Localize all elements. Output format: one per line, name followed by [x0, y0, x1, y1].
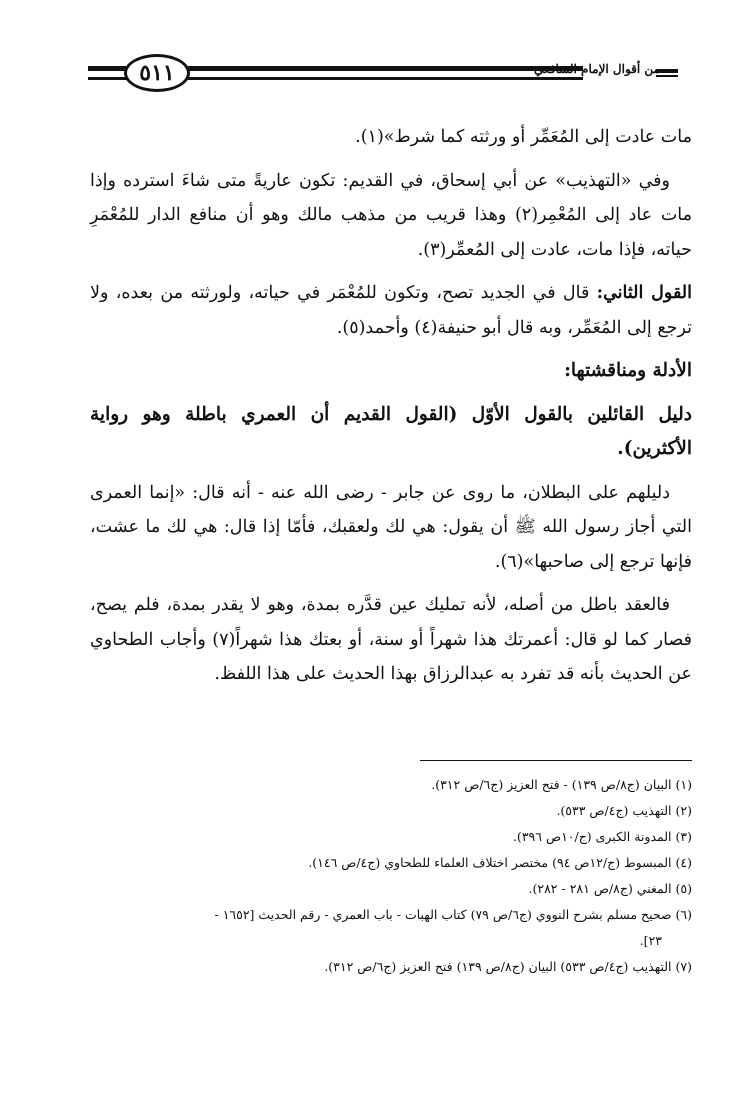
paragraph-4: دليلهم على البطلان، ما روى عن جابر - رضى الله عنه - أنه قال: «إنما العمرى التي أجاز رسول الله ﷺ أن يقول: هي لك ولعقبك، فأمّا إذا قال: هي لك ما عشت، فإنها ترجع إلى صاحبها»(٦).: [90, 482, 692, 572]
paragraph-3-lead: القول الثاني:: [596, 283, 692, 303]
header-rule-middle: [188, 66, 583, 80]
footnote-4: (٤) المبسوط (ج/١٢ص ٩٤) مختصر اختلاف العلماء للطحاوي (ج٤/ص ١٤٦).: [308, 855, 692, 870]
footnote-3: (٣) المدونة الكبرى (ج/١٠ص ٣٩٦).: [512, 829, 692, 844]
paragraph-2: وفي «التهذيب» عن أبي إسحاق، في القديم: تكون عاريةً متى شاءَ استرده وإذا مات عاد إلى المُعْمِر(٢) وهذا قريب من مذهب مالك وهو أن منافع الدار للمُعْمَرِ حياته، فإذا مات، عادت إلى المُعمِّر(٣).: [90, 170, 692, 260]
main-text: [90, 120, 692, 701]
footnote-6: (٦) صحيح مسلم بشرح النووي (ج٦/ص ٧٩) كتاب الهبات - باب العمري - رقم الحديث [١٦٥٢ -: [214, 907, 692, 922]
section-heading: الأدلة ومناقشتها:: [564, 360, 692, 381]
paragraph-3: [90, 276, 692, 345]
footnote-2: (٢) التهذيب (ج٤/ص ٥٣٣).: [556, 803, 692, 818]
page-number: ٥١١: [124, 54, 190, 92]
page-header: [88, 52, 678, 98]
footnote-separator: [420, 760, 692, 761]
header-rule-right: [656, 69, 678, 77]
running-title: من أقوال الإمام الشافعي: [534, 62, 660, 76]
footnote-1: (١) البيان (ج٨/ص ١٣٩) - فتح العزيز (ج٦/ص ٣١٢).: [431, 777, 692, 792]
footnotes: [80, 772, 692, 980]
subsection-heading: دليل القائلين بالقول الأوّل (القول القديم أن العمري باطلة وهو رواية الأكثرين).: [90, 403, 692, 459]
paragraph-5: فالعقد باطل من أصله، لأنه تمليك عين قدَّره بمدة، وهو لا يقدر بمدة، فلم يصح، فصار كما لو قال: أعمرتك هذا شهراً أو سنة، أو بعتك هذا شهراً(٧) وأجاب الطحاوي عن الحديث بأنه قد تفرد به عبدالرزاق بهذا الحديث على هذا اللفظ.: [90, 595, 692, 684]
paragraph-3-text: قال في الجديد تصح، وتكون للمُعْمَر في حياته، ولورثته من بعده، ولا ترجع إلى المُعَمِّر، وبه قال أبو حنيفة(٤) وأحمد(٥).: [90, 283, 692, 338]
footnote-6-continued: ٢٣].: [639, 933, 662, 948]
footnote-7: (٧) التهذيب (ج٤/ص ٥٣٣) البيان (ج٨/ص ١٣٩) فتح العزيز (ج٦/ص ٣١٢).: [324, 959, 692, 974]
paragraph-1: مات عادت إلى المُعَمِّر أو ورثته كما شرط»(١).: [355, 127, 692, 147]
footnote-5: (٥) المغني (ج٨/ص ٢٨١ - ٢٨٢).: [528, 881, 692, 896]
